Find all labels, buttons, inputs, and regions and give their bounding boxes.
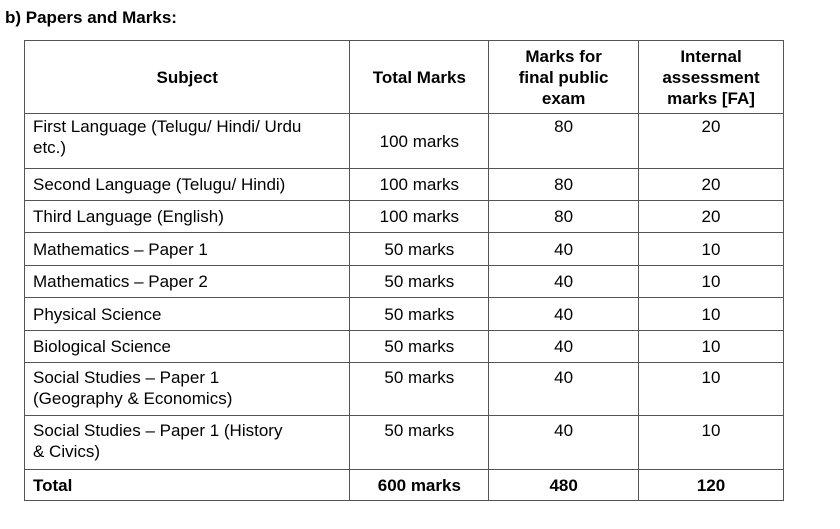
table-row bbox=[25, 114, 784, 169]
internal-assessment-sum: 120 bbox=[639, 470, 784, 501]
total-marks-cell: 50 marks bbox=[350, 266, 489, 298]
table-row bbox=[25, 298, 784, 331]
internal-assessment-cell: 10 bbox=[639, 298, 784, 331]
table-row bbox=[25, 169, 784, 201]
total-marks-cell: 100 marks bbox=[350, 114, 489, 169]
subject-cell: Biological Science bbox=[25, 331, 350, 363]
total-marks-cell: 100 marks bbox=[350, 201, 489, 233]
internal-assessment-cell: 20 bbox=[639, 114, 784, 169]
internal-assessment-cell: 10 bbox=[639, 363, 784, 416]
subject-cell: Social Studies – Paper 1 (History & Civics) bbox=[25, 416, 350, 470]
total-marks-cell: 100 marks bbox=[350, 169, 489, 201]
total-marks-cell: 50 marks bbox=[350, 331, 489, 363]
final-exam-cell: 80 bbox=[489, 201, 639, 233]
internal-assessment-cell: 10 bbox=[639, 266, 784, 298]
internal-assessment-cell: 20 bbox=[639, 169, 784, 201]
total-marks-cell: 50 marks bbox=[350, 298, 489, 331]
subject-cell: Physical Science bbox=[25, 298, 350, 331]
section-heading: b) Papers and Marks: bbox=[5, 8, 177, 27]
papers-and-marks-table bbox=[24, 40, 784, 501]
total-marks-cell: 50 marks bbox=[350, 233, 489, 266]
final-exam-cell: 40 bbox=[489, 233, 639, 266]
final-exam-cell: 40 bbox=[489, 363, 639, 416]
table-row bbox=[25, 233, 784, 266]
final-exam-cell: 80 bbox=[489, 114, 639, 169]
subject-cell: Mathematics – Paper 1 bbox=[25, 233, 350, 266]
final-exam-cell: 80 bbox=[489, 169, 639, 201]
column-header-total-marks: Total Marks bbox=[350, 41, 489, 114]
column-header-subject: Subject bbox=[25, 41, 350, 114]
internal-assessment-cell: 20 bbox=[639, 201, 784, 233]
final-exam-cell: 40 bbox=[489, 266, 639, 298]
internal-assessment-cell: 10 bbox=[639, 331, 784, 363]
table-row bbox=[25, 363, 784, 416]
subject-cell: Mathematics – Paper 2 bbox=[25, 266, 350, 298]
subject-cell: Third Language (English) bbox=[25, 201, 350, 233]
total-marks-cell: 50 marks bbox=[350, 363, 489, 416]
table-row bbox=[25, 331, 784, 363]
final-exam-sum: 480 bbox=[489, 470, 639, 501]
subject-cell: Second Language (Telugu/ Hindi) bbox=[25, 169, 350, 201]
internal-assessment-cell: 10 bbox=[639, 233, 784, 266]
total-marks-cell: 50 marks bbox=[350, 416, 489, 470]
final-exam-cell: 40 bbox=[489, 331, 639, 363]
internal-assessment-cell: 10 bbox=[639, 416, 784, 470]
total-row bbox=[25, 470, 784, 501]
total-label: Total bbox=[25, 470, 350, 501]
table-row bbox=[25, 416, 784, 470]
final-exam-cell: 40 bbox=[489, 298, 639, 331]
total-marks-sum: 600 marks bbox=[350, 470, 489, 501]
subject-cell: First Language (Telugu/ Hindi/ Urdu etc.) bbox=[25, 114, 350, 169]
table-header-row bbox=[25, 41, 784, 114]
column-header-internal-assessment: Internal assessment marks [FA] bbox=[639, 41, 784, 114]
final-exam-cell: 40 bbox=[489, 416, 639, 470]
column-header-final-exam: Marks for final public exam bbox=[489, 41, 639, 114]
table-row bbox=[25, 201, 784, 233]
table-row bbox=[25, 266, 784, 298]
subject-cell: Social Studies – Paper 1 (Geography & Economics) bbox=[25, 363, 350, 416]
